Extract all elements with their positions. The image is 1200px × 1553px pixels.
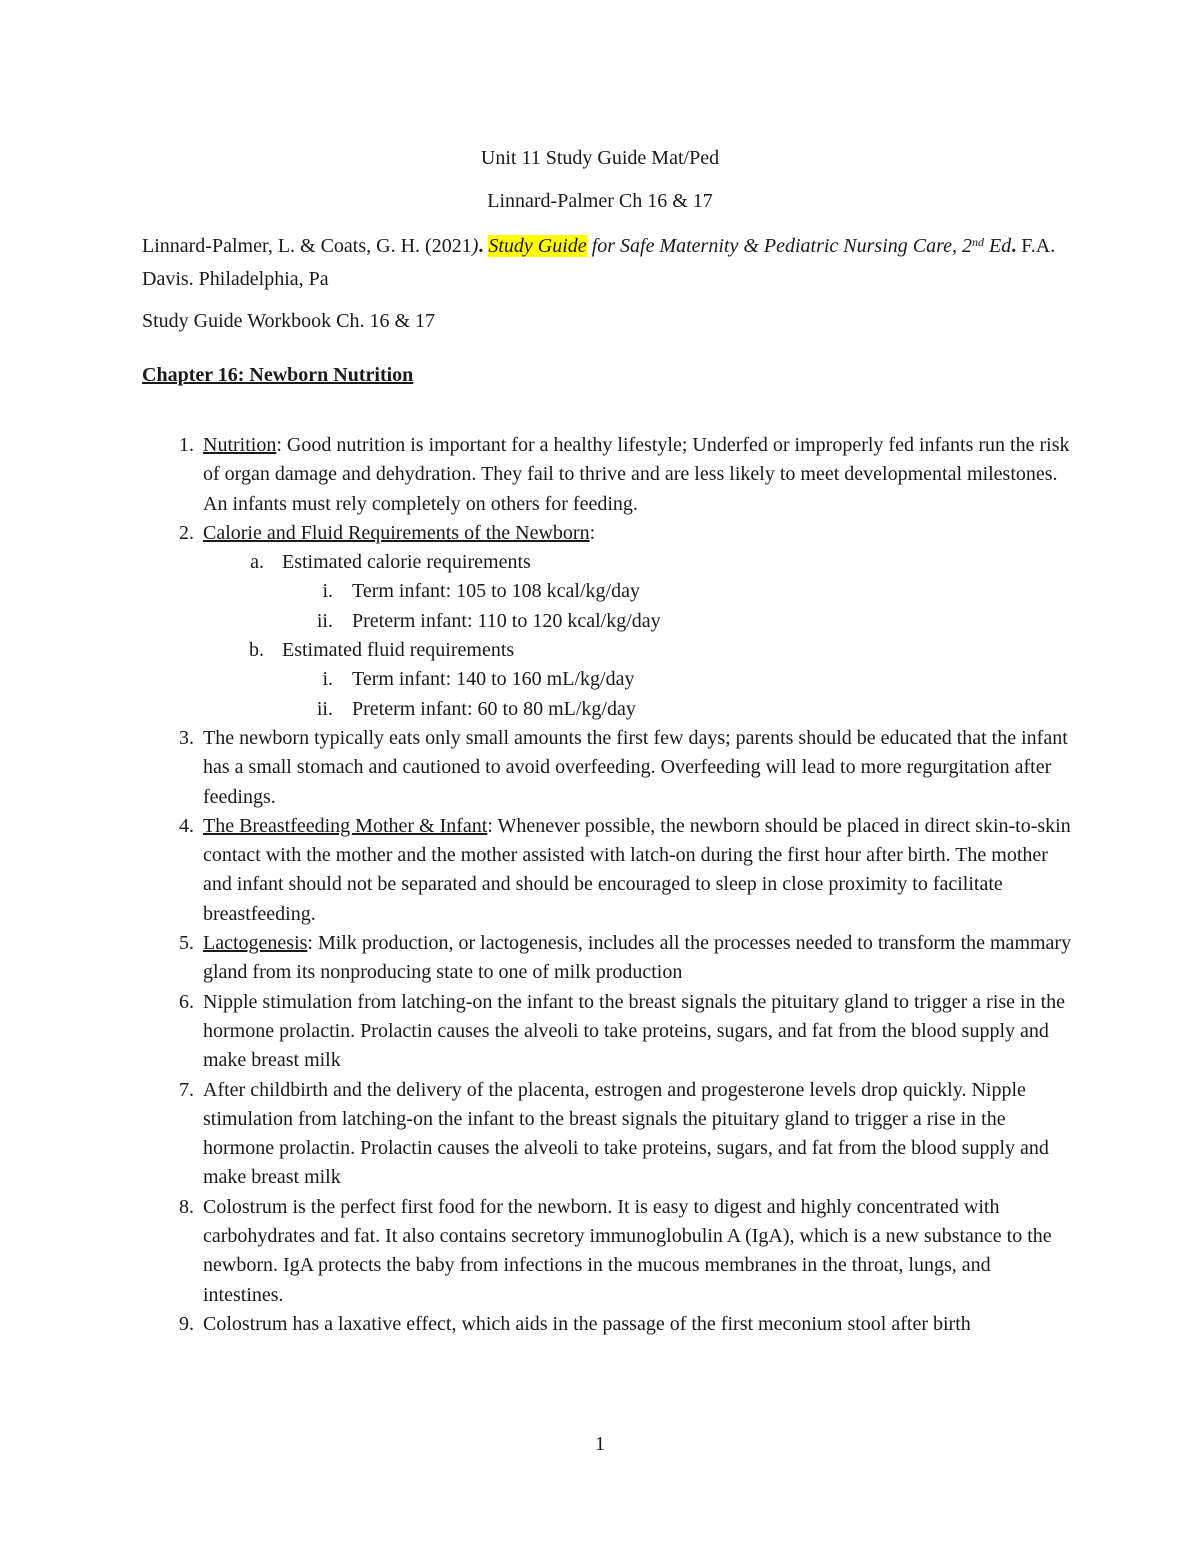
list-item-label: Calorie and Fluid Requirements of the Newborn — [203, 521, 590, 544]
reference-edition: Ed — [984, 235, 1012, 257]
sub-list-letter: b. — [249, 639, 264, 662]
highlighted-text: Study Guide — [488, 235, 587, 257]
list-item-text: : Milk production, or lactogenesis, includes all the processes needed to transform the mammary gland from its nonproducing state to one of milk production — [203, 932, 1072, 984]
chapter-heading: Chapter 16: Newborn Nutrition — [142, 364, 414, 386]
list-item — [142, 1310, 1072, 1339]
sub-sub-list-item — [142, 665, 1072, 694]
sub-sub-list-text: Term infant: 140 to 160 mL/kg/day — [352, 668, 635, 691]
list-item — [142, 1076, 1072, 1193]
sub-list-item — [142, 636, 1072, 665]
list-number: 7. — [179, 1078, 194, 1101]
document-subtitle: Linnard-Palmer Ch 16 & 17 — [487, 190, 713, 212]
list-item — [142, 1193, 1072, 1310]
list-item-text: After childbirth and the delivery of the placenta, estrogen and progesterone levels drop quickly. Nipple stimulation from latching-on the infant to the breast signals the pituitary gland to trigger a rise in the hormone prolactin. Prolactin causes the alveoli to take proteins, sugars, and fat from the blood supply and make breast milk — [203, 1078, 1049, 1189]
reference-superscript: nd — [972, 235, 985, 249]
list-item-text: Nipple stimulation from latching-on the infant to the breast signals the pituitary gland to trigger a rise in the hormone prolactin. Prolactin causes the alveoli to take proteins, sugars, and fat from the blood supply and make breast milk — [203, 990, 1066, 1072]
list-item — [142, 812, 1072, 929]
reference-paren: ) — [471, 235, 479, 257]
list-item-text: : Good nutrition is important for a healthy lifestyle; Underfed or improperly fed infants run the risk of organ damage and dehydration. They fail to thrive and are less likely to meet developmental milestones. An infants must rely completely on others for feeding. — [203, 434, 1070, 515]
list-number: 2. — [179, 521, 194, 544]
list-item-text: Colostrum is the perfect first food for the newborn. It is easy to digest and highly concentrated with carbohydrates and fat. It also contains secretory immunoglobulin A (IgA), which is a new substance to the newborn. IgA protects the baby from infections in the mucous membranes in the throat, lungs, and intestines. — [203, 1195, 1052, 1306]
sub-sub-list-text: Preterm infant: 60 to 80 mL/kg/day — [352, 697, 636, 720]
list-item-text: Colostrum has a laxative effect, which aids in the passage of the first meconium stool after birth — [203, 1312, 971, 1335]
reference-publisher: F.A. Davis. Philadelphia, Pa — [142, 235, 1056, 290]
list-item — [142, 929, 1072, 988]
list-item — [142, 431, 1072, 519]
list-item-label: Lactogenesis — [203, 932, 308, 955]
list-item-label: The Breastfeeding Mother & Infant — [203, 814, 488, 837]
list-item — [142, 988, 1072, 1076]
roman-numeral: i. — [322, 580, 333, 603]
sub-sub-list-item — [142, 577, 1072, 606]
sub-list-item — [142, 548, 1072, 577]
sub-sub-list-item — [142, 607, 1072, 636]
list-number: 1. — [179, 434, 194, 456]
list-item — [142, 519, 1072, 548]
sub-list-text: Estimated fluid requirements — [282, 639, 515, 662]
list-number: 3. — [179, 726, 194, 749]
roman-numeral: ii. — [316, 609, 333, 632]
list-item-text: : — [589, 521, 596, 544]
sub-list-letter: a. — [250, 551, 264, 574]
list-item — [142, 724, 1072, 812]
list-number: 8. — [179, 1195, 194, 1218]
list-number: 6. — [179, 990, 194, 1013]
list-number: 5. — [179, 932, 194, 955]
numbered-list — [142, 431, 1072, 1339]
reference-authors: Linnard-Palmer, L. & Coats, G. H. (2021 — [142, 235, 472, 257]
page-number: 1 — [595, 1433, 605, 1455]
sub-sub-list-text: Preterm infant: 110 to 120 kcal/kg/day — [352, 609, 661, 632]
reference-period-2: . — [1011, 235, 1017, 257]
reference-citation — [142, 230, 1082, 296]
list-number: 4. — [179, 814, 194, 837]
sub-sub-list-item — [142, 695, 1072, 724]
list-number: 9. — [179, 1312, 194, 1335]
sub-list-text: Estimated calorie requirements — [282, 551, 531, 574]
roman-numeral: ii. — [316, 697, 333, 720]
reference-period: . — [478, 235, 489, 257]
workbook-line: Study Guide Workbook Ch. 16 & 17 — [142, 310, 436, 332]
sub-sub-list-text: Term infant: 105 to 108 kcal/kg/day — [352, 580, 640, 603]
document-title: Unit 11 Study Guide Mat/Ped — [480, 147, 720, 169]
roman-numeral: i. — [322, 668, 333, 691]
list-item-text: The newborn typically eats only small amounts the first few days; parents should be educated that the infant has a small stomach and cautioned to avoid overfeeding. Overfeeding will lead to more regurgitation after feedings. — [203, 726, 1068, 808]
list-item-text: : Whenever possible, the newborn should be placed in direct skin-to-skin contact with the mother and the mother assisted with latch-on during the first hour after birth. The mother and infant should not be separated and should be encouraged to sleep in close proximity to facilitate breastfeeding. — [203, 814, 1071, 925]
reference-book-title: for Safe Maternity & Pediatric Nursing Care, 2 — [586, 235, 973, 257]
list-item-label: Nutrition — [203, 434, 277, 456]
